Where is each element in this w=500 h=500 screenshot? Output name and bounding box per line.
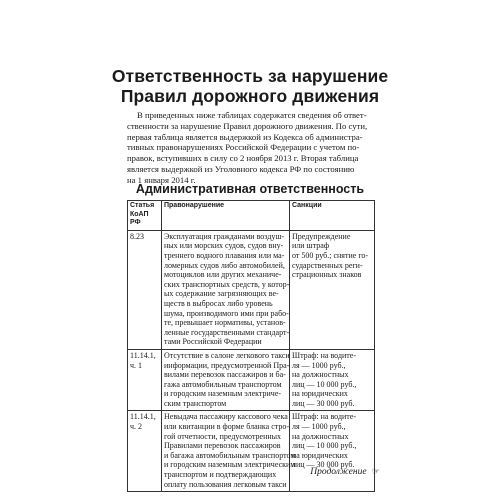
offense-line: или квитанции в форме бланка стро- bbox=[164, 422, 290, 432]
table-row bbox=[128, 230, 375, 349]
intro-line: первая таблица является выдержкой из Кодекса об администра- bbox=[127, 131, 363, 142]
sanction-line: лиц — 30 000 руб. bbox=[292, 398, 355, 408]
page-title-line-2: Правил дорожного движения bbox=[120, 86, 380, 106]
offense-line: информации, предусмотренной Пра- bbox=[164, 360, 290, 370]
sanction-line: на юридических bbox=[292, 389, 348, 399]
intro-line: является выдержкой из Уголовного кодекса РФ по состоянию bbox=[127, 163, 355, 174]
intro-line: В приведенных ниже таблицах содержатся сведения об ответ- bbox=[137, 110, 367, 120]
offense-line: Эксплуатация гражданами воздуш- bbox=[164, 231, 285, 241]
header-article-line-1: Статья bbox=[130, 202, 155, 209]
sanction-line: или штраф bbox=[292, 241, 330, 251]
offense-line: оплату пользования легковым такси bbox=[164, 479, 287, 489]
section-title: Административная ответственность bbox=[135, 182, 365, 196]
table-row bbox=[128, 411, 375, 492]
sanction-cell bbox=[290, 349, 375, 411]
sanction-line: ля — 1000 руб., bbox=[292, 360, 346, 370]
offense-line: транспортом и подтверждающих bbox=[164, 470, 277, 480]
offense-cell bbox=[162, 230, 290, 349]
article-cell bbox=[128, 411, 162, 492]
offense-line: Правилами перевозок пассажиров bbox=[164, 441, 281, 451]
intro-line: ственности за нарушение Правил дорожного движения. По сути, bbox=[127, 120, 368, 131]
sanctions-table bbox=[127, 200, 375, 492]
offense-line: вилами перевозок пассажиров и ба- bbox=[164, 370, 286, 380]
offense-line: Отсутствие в салоне легкового такси bbox=[164, 350, 290, 360]
page-title bbox=[0, 66, 500, 106]
article-cell bbox=[128, 230, 162, 349]
offense-line: ленные государственными стандарт- bbox=[164, 327, 290, 337]
page-title-line-1: Ответственность за нарушение bbox=[111, 66, 389, 86]
sanction-line: страционных знаков bbox=[292, 270, 362, 280]
sanction-line: на должностных bbox=[292, 431, 349, 441]
offense-line: тами Российской Федерации bbox=[164, 337, 262, 347]
offense-cell bbox=[162, 349, 290, 411]
pointing-hand-icon: ☞ bbox=[371, 466, 380, 476]
sanction-line: на юридических bbox=[292, 450, 348, 460]
article-line: 8.23 bbox=[130, 231, 144, 241]
sanction-cell bbox=[290, 411, 375, 492]
offense-line: ых содержание загрязняющих ве- bbox=[164, 289, 279, 299]
sanction-line: Штраф: на водите- bbox=[292, 412, 357, 422]
offense-line: ских транспортных средств, у котор- bbox=[164, 279, 290, 289]
intro-line: на 1 января 2014 г. bbox=[127, 174, 196, 185]
intro-paragraph bbox=[127, 110, 375, 186]
article-line: 11.14.1, bbox=[130, 412, 156, 422]
sanction-line: лиц — 10 000 руб., bbox=[292, 379, 357, 389]
sanction-line: на должностных bbox=[292, 370, 349, 380]
offense-cell bbox=[162, 411, 296, 492]
continuation-note bbox=[310, 466, 380, 478]
table-header-row bbox=[128, 201, 375, 231]
offense-line: мотоциклов или других механиче- bbox=[164, 270, 282, 280]
offense-line: те, превышает нормативы, установ- bbox=[164, 318, 286, 328]
offense-line: гой отчетности, предусмотренных bbox=[164, 431, 282, 441]
article-line: ч. 1 bbox=[130, 360, 143, 370]
offense-line: и багажа автомобильным транспортом bbox=[164, 450, 296, 460]
table-row bbox=[128, 349, 375, 411]
offense-line: и городским наземным электрическим bbox=[164, 460, 296, 470]
offense-line: шума, производимого ими при рабо- bbox=[164, 308, 289, 318]
sanction-line: ля — 1000 руб., bbox=[292, 422, 346, 432]
offense-line: треннего водного плавания или ма- bbox=[164, 250, 285, 260]
offense-line: ществ в выбросах либо уровень bbox=[164, 298, 273, 308]
sanction-cell bbox=[290, 230, 375, 349]
offense-line: Невыдача пассажиру кассового чека bbox=[164, 412, 288, 422]
header-article-line-2: КоАП РФ bbox=[130, 210, 149, 227]
article-cell bbox=[128, 349, 162, 411]
article-line: ч. 2 bbox=[130, 422, 143, 432]
sanction-line: от 500 руб.; снятие го- bbox=[292, 250, 369, 260]
sanction-line: лиц — 30 000 руб. bbox=[292, 460, 355, 470]
header-article bbox=[128, 201, 162, 231]
offense-line: ломерных судов либо автомобилей, bbox=[164, 260, 285, 270]
intro-line: тивных правонарушениях Российской Федерации с учетом по- bbox=[127, 142, 360, 153]
offense-line: и городским наземным электриче- bbox=[164, 389, 282, 399]
offense-line: гажа автомобильным транспортом bbox=[164, 379, 282, 389]
sanction-line: Штраф: на водите- bbox=[292, 350, 357, 360]
sanction-line: Предупреждение bbox=[292, 231, 351, 241]
article-line: 11.14.1, bbox=[130, 350, 156, 360]
offense-line: ским транспортом bbox=[164, 398, 227, 408]
header-sanction: Санкции bbox=[290, 201, 375, 231]
sanction-line: сударственных реги- bbox=[292, 260, 363, 270]
continuation-text: Продолжение bbox=[310, 467, 367, 477]
sanction-line: лиц — 10 000 руб., bbox=[292, 441, 357, 451]
intro-line: правок, вступивших в силу со 2 ноября 2013 г. Вторая таблица bbox=[127, 153, 359, 164]
offense-line: ных или морских судов, судов вну- bbox=[164, 241, 284, 251]
header-offense: Правонарушение bbox=[162, 201, 290, 231]
